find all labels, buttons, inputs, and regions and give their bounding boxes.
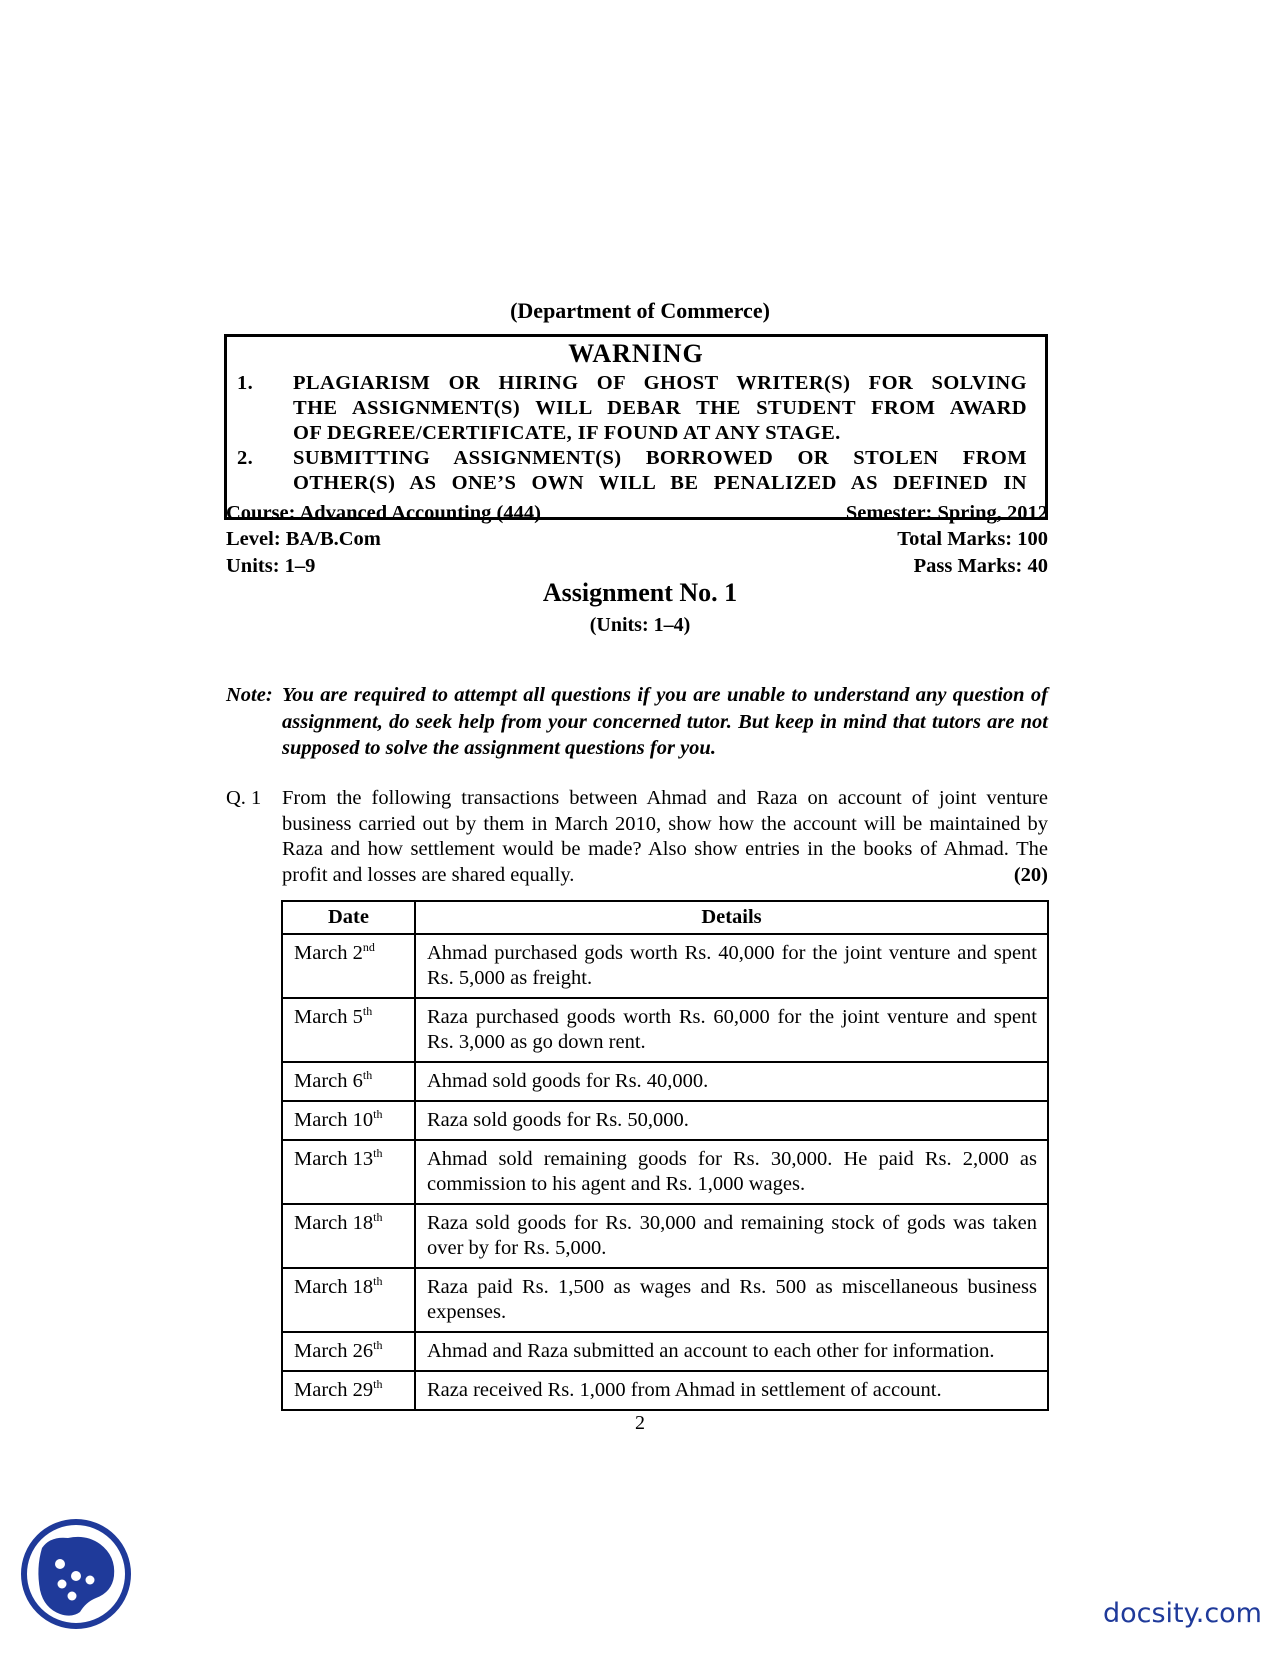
note-block bbox=[226, 682, 1048, 762]
date-column-header: Date bbox=[282, 901, 415, 934]
table-row bbox=[282, 1101, 1048, 1140]
date-cell: March 10th bbox=[282, 1101, 415, 1140]
warning-line: SUBMITTING ASSIGNMENT(S) BORROWED OR STOLEN FROM bbox=[293, 447, 1027, 469]
semester-label: Semester: Spring, 2012 bbox=[845, 502, 1048, 524]
details-column-header: Details bbox=[415, 901, 1048, 934]
level-label: Level: BA/B.Com bbox=[226, 528, 381, 550]
warning-line: OTHER(S) AS ONE’S OWN WILL BE PENALIZED AS DEFINED IN bbox=[293, 472, 1027, 494]
warning-item-1 bbox=[237, 371, 1027, 446]
course-label: Course: Advanced Accounting (444) bbox=[226, 502, 541, 524]
date-cell: March 13th bbox=[282, 1140, 415, 1204]
table-row bbox=[282, 1332, 1048, 1371]
assignment-units: (Units: 1–4) bbox=[589, 614, 691, 636]
date-cell: March 2nd bbox=[282, 934, 415, 998]
date-cell: March 29th bbox=[282, 1371, 415, 1410]
page-number: 2 bbox=[635, 1412, 645, 1434]
warning-box bbox=[224, 334, 1048, 520]
warning-line: OF DEGREE/CERTIFICATE, IF FOUND AT ANY STAGE. bbox=[293, 422, 841, 444]
question-1 bbox=[226, 786, 1048, 888]
date-cell: March 26th bbox=[282, 1332, 415, 1371]
table-row bbox=[282, 1140, 1048, 1204]
details-cell: Ahmad sold remaining goods for Rs. 30,000. He paid Rs. 2,000 as commission to his agent and Rs. 1,000 wages. bbox=[415, 1140, 1048, 1204]
question-marks: (20) bbox=[1013, 863, 1048, 886]
warning-item-number: 1. bbox=[237, 372, 254, 394]
note-label: Note: bbox=[226, 684, 273, 706]
table-row bbox=[282, 1204, 1048, 1268]
details-cell: Raza sold goods for Rs. 50,000. bbox=[415, 1101, 1048, 1140]
details-cell: Raza sold goods for Rs. 30,000 and remaining stock of gods was taken over by for Rs. 5,000. bbox=[415, 1204, 1048, 1268]
warning-line: THE ASSIGNMENT(S) WILL DEBAR THE STUDENT FROM AWARD bbox=[293, 397, 1027, 419]
date-cell: March 5th bbox=[282, 998, 415, 1062]
warning-line: PLAGIARISM OR HIRING OF GHOST WRITER(S) FOR SOLVING bbox=[293, 372, 1027, 394]
details-cell: Ahmad purchased gods worth Rs. 40,000 for the joint venture and spent Rs. 5,000 as freight. bbox=[415, 934, 1048, 998]
table-row bbox=[282, 1371, 1048, 1410]
date-cell: March 18th bbox=[282, 1268, 415, 1332]
date-cell: March 6th bbox=[282, 1062, 415, 1101]
details-cell: Ahmad sold goods for Rs. 40,000. bbox=[415, 1062, 1048, 1101]
warning-item-number: 2. bbox=[237, 447, 254, 469]
question-label: Q. 1 bbox=[226, 787, 262, 809]
question-text: From the following transactions between Ahmad and Raza on account of joint venture business carried out by them in March 2010, show how the account will be maintained by Raza and how settlement would be made? Also show entries in the books of Ahmad. The profit and losses are shared equally. bbox=[282, 787, 1048, 886]
table-row bbox=[282, 1062, 1048, 1101]
assignment-title: Assignment No. 1 bbox=[542, 578, 738, 607]
units-label: Units: 1–9 bbox=[226, 555, 316, 577]
note-text: You are required to attempt all questions if you are unable to understand any question of assignment, do seek help from your concerned tutor. But keep in mind that tutors are not supposed to solve the assignment questions for you. bbox=[282, 684, 1048, 759]
transactions-table bbox=[281, 900, 1049, 1411]
details-cell: Ahmad and Raza submitted an account to each other for information. bbox=[415, 1332, 1048, 1371]
docsity-brand-link[interactable]: docsity.com bbox=[1102, 1598, 1262, 1629]
table-row bbox=[282, 998, 1048, 1062]
department-heading: (Department of Commerce) bbox=[510, 298, 770, 323]
details-cell: Raza purchased goods worth Rs. 60,000 for the joint venture and spent Rs. 3,000 as go down rent. bbox=[415, 998, 1048, 1062]
date-cell: March 18th bbox=[282, 1204, 415, 1268]
table-header-row bbox=[282, 901, 1048, 934]
pass-marks-label: Pass Marks: 40 bbox=[913, 555, 1048, 577]
warning-item-2 bbox=[237, 446, 1027, 496]
warning-title: WARNING bbox=[568, 339, 704, 368]
docsity-logo-icon[interactable] bbox=[20, 1518, 132, 1630]
table-row bbox=[282, 1268, 1048, 1332]
table-row bbox=[282, 934, 1048, 998]
total-marks-label: Total Marks: 100 bbox=[897, 528, 1048, 550]
details-cell: Raza paid Rs. 1,500 as wages and Rs. 500 as miscellaneous business expenses. bbox=[415, 1268, 1048, 1332]
details-cell: Raza received Rs. 1,000 from Ahmad in settlement of account. bbox=[415, 1371, 1048, 1410]
